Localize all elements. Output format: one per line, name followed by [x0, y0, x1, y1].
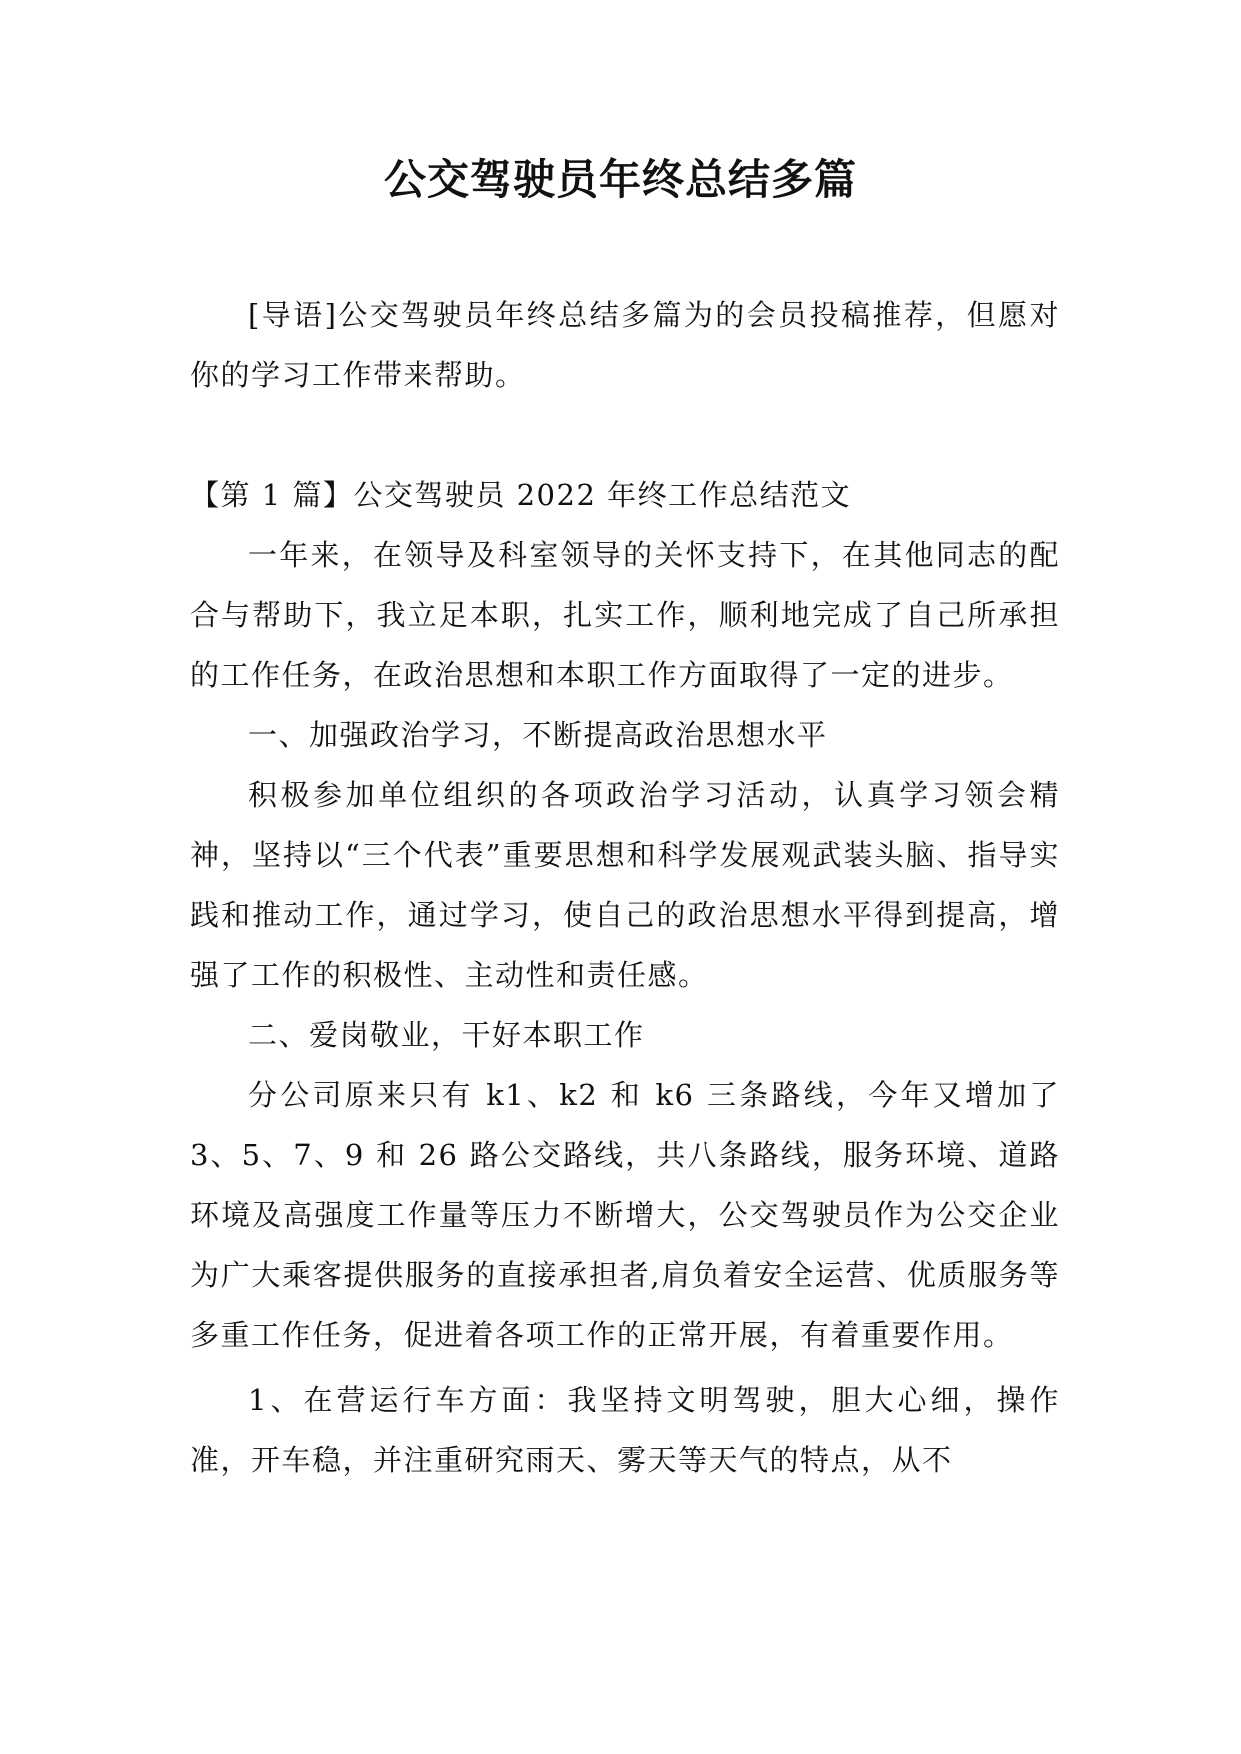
body-paragraph: 1、在营运行车方面：我坚持文明驾驶，胆大心细，操作准，开车稳，并注重研究雨天、雾天等天气的特点，从不 [190, 1383, 1060, 1477]
section-heading: 【第 1 篇】公交驾驶员 2022 年终工作总结范文 [190, 478, 852, 512]
intro-paragraph: [导语]公交驾驶员年终总结多篇为的会员投稿推荐，但愿对你的学习工作带来帮助。 [190, 298, 1060, 392]
subheading: 一、加强政治学习，不断提高政治思想水平 [248, 718, 828, 752]
document-body [190, 285, 1060, 1490]
body-paragraph: 积极参加单位组织的各项政治学习活动，认真学习领会精神，坚持以“三个代表”重要思想和科学发展观武装头脑、指导实践和推动工作，通过学习，使自己的政治思想水平得到提高，增强了工作的积极性、主动性和责任感。 [190, 778, 1060, 992]
document-title: 公交驾驶员年终总结多篇 [383, 155, 857, 204]
spacer [190, 405, 1060, 465]
body-paragraph: 一年来，在领导及科室领导的关怀支持下，在其他同志的配合与帮助下，我立足本职，扎实工作，顺利地完成了自己所承担的工作任务，在政治思想和本职工作方面取得了一定的进步。 [190, 538, 1060, 692]
subheading: 二、爱岗敬业，干好本职工作 [248, 1018, 645, 1052]
body-paragraph: 分公司原来只有 k1、k2 和 k6 三条路线，今年又增加了 3、5、7、9 和 26 路公交路线，共八条路线，服务环境、道路环境及高强度工作量等压力不断增大，公交驾驶员作为公交企业为广大乘客提供服务的直接承担者,肩负着安全运营、优质服务等多重工作任务，促进着各项工作的正常开展，有着重要作用。 [190, 1078, 1060, 1352]
